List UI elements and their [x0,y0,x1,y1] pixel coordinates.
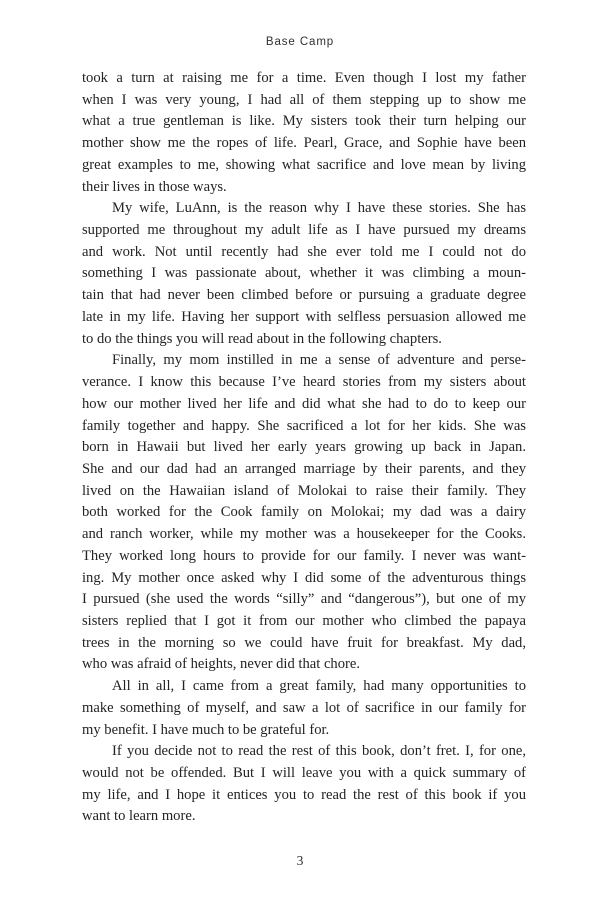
text-line: She and our dad had an arranged marriage by their parents, and they [82,460,526,477]
text-line: verance. I know this because I’ve heard stories from my sisters about [82,374,526,391]
text-line: late in my life. Having her support with selfless persuasion allowed me [82,308,526,325]
text-line: my life, and I hope it entices you to read the rest of this book if you [82,786,526,803]
text-line: make something of myself, and saw a lot of sacrifice in our family for [82,699,526,716]
text-line: great examples to me, showing what sacrifice and love mean by living [82,156,526,173]
body-text [82,68,526,828]
text-line: want to learn more. [82,808,196,825]
text-line: mother show me the ropes of life. Pearl, Grace, and Sophie have been [82,135,526,152]
paragraph [82,68,526,198]
text-line: would not be offended. But I will leave you with a quick summary of [82,765,526,781]
text-line: I pursued (she used the words “silly” and “dangerous”), but one of my [82,591,526,608]
text-line: They worked long hours to provide for our family. I never was want- [82,547,526,564]
text-line: If you decide not to read the rest of this book, don’t fret. I, for one, [112,743,526,760]
text-line: sisters replied that I got it from our mother who climbed the papaya [82,612,526,629]
text-line: what a true gentleman is like. My sisters took their turn helping our [82,113,526,130]
text-line: to do the things you will read about in the following chapters. [82,330,442,347]
text-line: born in Hawaii but lived her early years growing up back in Japan. [82,439,526,456]
text-line: something I was passionate about, whether it was climbing a moun- [82,265,526,282]
text-line: and work. Not until recently had she ever told me I could not do [82,243,526,260]
text-line: took a turn at raising me for a time. Even though I lost my father [82,70,526,86]
page-number: 3 [296,853,304,868]
text-line: who was afraid of heights, never did that chore. [82,656,361,673]
text-line: both worked for the Cook family on Molokai; my dad was a dairy [82,504,526,521]
text-line: supported me throughout my adult life as I have pursued my dreams [82,222,526,239]
text-line: All in all, I came from a great family, had many opportunities to [112,678,526,695]
paragraph [82,198,526,350]
text-line: lived on the Hawaiian island of Molokai to raise their family. They [82,482,526,499]
paragraph [82,676,526,741]
text-line: family together and happy. She sacrificed a lot for her kids. She was [82,417,526,434]
paragraph [82,741,526,828]
paragraph [82,350,526,676]
text-line: how our mother lived her life and did what she had to do to keep our [82,395,526,412]
running-header: Base Camp [265,36,335,48]
text-line: trees in the morning so we could have fruit for breakfast. My dad, [82,634,526,651]
text-line: and ranch worker, while my mother was a housekeeper for the Cooks. [82,526,526,543]
text-line: when I was very young, I had all of them stepping up to show me [82,91,526,108]
text-line: Finally, my mom instilled in me a sense of adventure and perse- [112,352,526,369]
text-line: ing. My mother once asked why I did some of the adventurous things [82,569,526,586]
text-line: their lives in those ways. [82,178,227,195]
text-line: my benefit. I have much to be grateful for. [82,721,330,738]
text-line: My wife, LuAnn, is the reason why I have these stories. She has [112,200,526,217]
text-line: tain that had never been climbed before or pursuing a graduate degree [82,287,526,304]
